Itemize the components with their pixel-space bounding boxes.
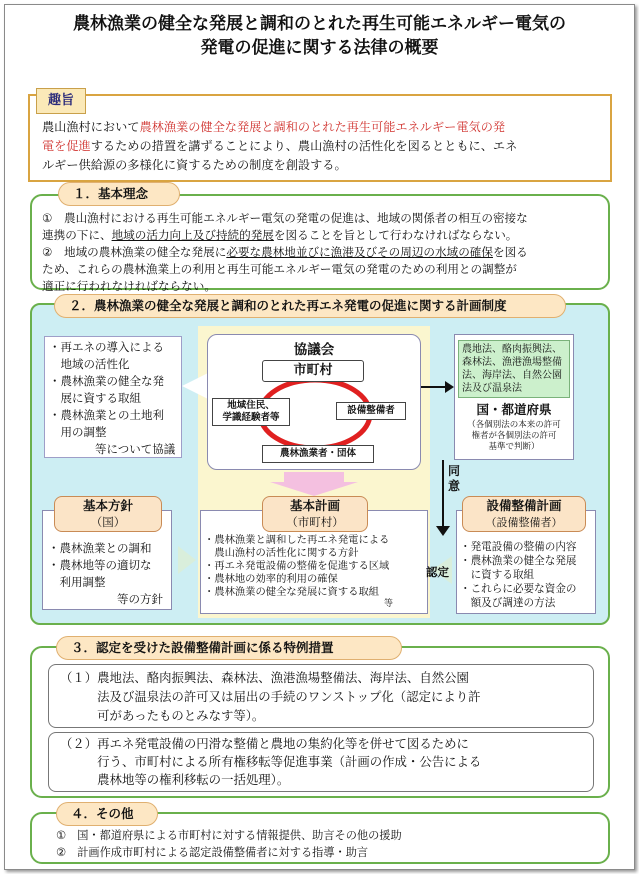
facility-plan-tab: 設備整備計画 （設備整備者） (462, 496, 586, 532)
national-prefecture-label: 国・都道府県 (476, 402, 552, 417)
farmers-node: 農林漁業者・団体 (262, 445, 374, 463)
basic-plan-items: ・農林漁業と調和した再エネ発電による 農山漁村の活性化に関する方針 ・再エネ発電設備の整備を促進する区域 ・農林地の効率的利用の確保 ・農林漁業の健全な発展に資する取組 等 (204, 534, 394, 609)
related-laws: 農地法、酪肉振興法、 森林法、漁港漁場整備 法、海岸法、自然公園 法及び温泉法 (458, 340, 570, 398)
certification-label: 認定 (426, 565, 449, 579)
consent-label: 同意 (448, 464, 461, 493)
special-measure-2-text: （２）再エネ発電設備の円滑な整備と農地の集約化等を併せて図るために 行う、市町村による所有権移転等促進事業（計画の作成・公告による 農林地等の権利移転の一括処理）。 (60, 736, 482, 787)
consent-arrow-head (436, 526, 450, 536)
page-title (10, 12, 629, 60)
basic-plan-tab: 基本計画 （市町村） (262, 496, 368, 532)
section4-tab: ４．その他 (56, 802, 158, 826)
title-line-2: 発電の促進に関する法律の概要 (200, 38, 439, 58)
consultation-topics: ・再エネの導入による 地域の活性化 ・農林漁業の健全な発 展に資する取組 ・農林漁業との土地利 用の調整 等について協議 (44, 336, 182, 458)
facility-plan-items: ・発電設備の整備の内容 ・農林漁業の健全な発展 に資する取組 ・これらに必要な資金の 額及び調達の方法 (460, 541, 577, 609)
national-prefecture-note: （各個別法の本来の許可 権者が各個別法の許可 基準で判断） (467, 420, 561, 452)
basic-policy-items: ・農林漁業との調和 ・農林地等の適切な 利用調整 等の方針 (48, 541, 163, 606)
down-arrow-stem (284, 472, 344, 482)
local-residents-node: 地域住民、 学識経験者等 (212, 398, 290, 426)
consult-arrow-head (445, 381, 454, 393)
purpose-text: 農山漁村において農林漁業の健全な発展と調和のとれた再生可能エネルギー電気の発 電を促進するための措置を講ずることにより、農山漁村の活性化を図るとともに、エネ ルギー供給源の多様化に資するための制度を創設する。 (42, 120, 518, 172)
section2-tab: ２．農林漁業の健全な発展と調和のとれた再エネ発電の促進に関する計画制度 (54, 294, 566, 318)
consent-arrow-line (442, 460, 444, 528)
purpose-tag: 趣旨 (36, 88, 86, 114)
section4-text: ① 国・都道府県による市町村に対する情報提供、助言その他の援助 ② 計画作成市町村による認定設備整備者に対する指導・助言 (56, 829, 402, 859)
facility-operator-node: 設備整備者 (336, 402, 406, 420)
title-line-1: 農林漁業の健全な発展と調和のとれた再生可能エネルギー電気の (73, 14, 566, 34)
callout-pointer (182, 372, 210, 400)
section1-tab: １．基本理念 (58, 182, 180, 206)
council-label: 協議会 (293, 342, 335, 358)
down-arrow-head (270, 482, 358, 496)
basic-policy-tab: 基本方針 （国） (54, 496, 162, 532)
consult-arrow-line (421, 386, 447, 388)
section3-tab: ３．認定を受けた設備整備計画に係る特例措置 (56, 636, 402, 660)
special-measure-1-text: （１）農地法、酪肉振興法、森林法、漁港漁場整備法、海岸法、自然公園 法及び温泉法の許可又は届出の手続のワンストップ化（認定により許 可があったものとみなす等）。 (60, 670, 481, 723)
section1-text: ① 農山漁村における再生可能エネルギー電気の発電の促進は、地域の関係者の相互の密接な 連携の下に、地域の活力向上及び持続的発展を図ることを旨として行わなければならない。 ② 地域の農林漁業の健全な発展に必要な農林地並びに漁港及びその周辺の水域の確保を図る ため、これらの農林漁業上の利用と再生可能エネルギー電気の発電のための利用との調整が 適正に行われなければならない。 (42, 211, 528, 293)
municipality-node: 市町村 (262, 360, 364, 382)
policy-to-plan-arrow (178, 546, 196, 574)
